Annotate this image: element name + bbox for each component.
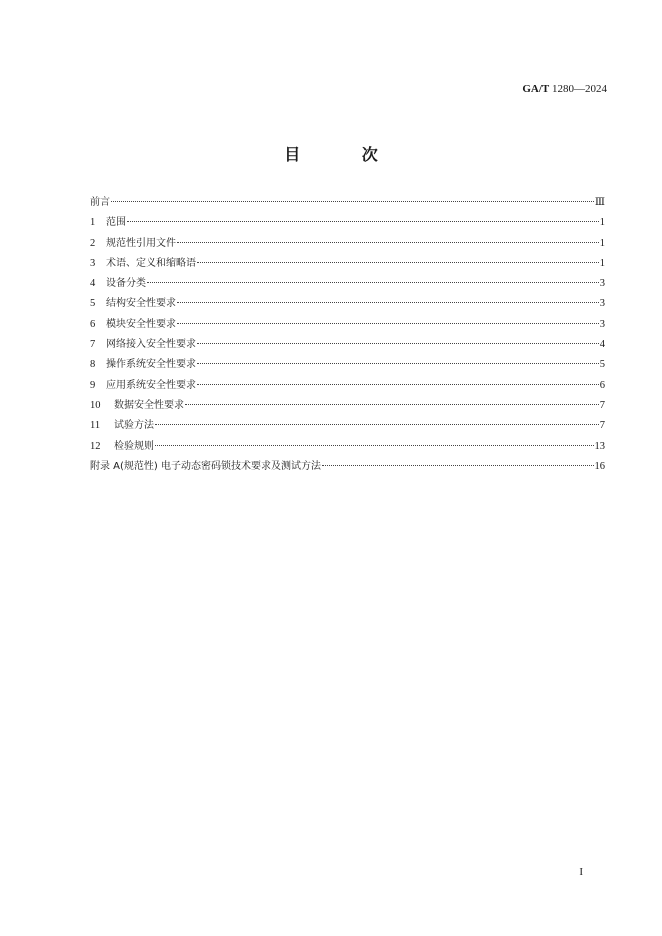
toc-entry-page: 7 xyxy=(599,399,605,411)
toc-entry-text: 术语、定义和缩略语 xyxy=(106,257,196,269)
toc-entry-page: 3 xyxy=(599,318,605,330)
toc-entry-2[interactable] xyxy=(90,234,605,254)
toc-entry-12[interactable] xyxy=(90,437,605,457)
toc-entry-text: 规范性引用文件 xyxy=(106,237,176,249)
toc-entry-number: 5 xyxy=(90,298,96,310)
toc-entry-page: 13 xyxy=(594,440,605,452)
toc-entry-foreword[interactable] xyxy=(90,193,605,213)
dot-leader xyxy=(147,282,599,283)
toc-entry-text: 数据安全性要求 xyxy=(114,399,184,411)
toc-entry-1[interactable] xyxy=(90,213,605,233)
toc-entry-text: 应用系统安全性要求 xyxy=(106,379,196,391)
toc-entry-number: 11 xyxy=(90,420,101,432)
toc-entry-5[interactable] xyxy=(90,294,605,314)
toc-entry-page: 1 xyxy=(599,217,605,229)
toc-entry-text: 附录 A(规范性) 电子动态密码锁技术要求及测试方法 xyxy=(90,460,322,472)
toc-entry-text: 模块安全性要求 xyxy=(106,318,176,330)
toc-entry-number: 9 xyxy=(90,379,96,391)
toc-entry-text: 设备分类 xyxy=(106,278,146,290)
dot-leader xyxy=(197,363,599,364)
page-number: I xyxy=(579,866,583,878)
standard-number: 1280—2024 xyxy=(552,83,607,95)
toc-entry-number: 3 xyxy=(90,257,96,269)
toc-entry-4[interactable] xyxy=(90,274,605,294)
toc-entry-number: 6 xyxy=(90,318,96,330)
dot-leader xyxy=(185,404,599,405)
toc-entry-10[interactable] xyxy=(90,396,605,416)
toc-entry-page: 6 xyxy=(599,379,605,391)
toc-entry-text: 操作系统安全性要求 xyxy=(106,359,196,371)
toc-entry-page: Ⅲ xyxy=(594,197,605,208)
dot-leader xyxy=(322,465,593,466)
dot-leader xyxy=(111,201,594,202)
toc-entry-number: 4 xyxy=(90,278,96,290)
dot-leader xyxy=(197,343,599,344)
toc-entry-number: 7 xyxy=(90,339,96,351)
dot-leader xyxy=(197,384,599,385)
toc-entry-7[interactable] xyxy=(90,335,605,355)
standard-code xyxy=(522,83,607,95)
toc-entry-page: 5 xyxy=(599,359,605,371)
toc-entry-text: 检验规则 xyxy=(114,440,154,452)
toc-entry-text: 范围 xyxy=(106,217,126,229)
toc-entry-11[interactable] xyxy=(90,416,605,436)
toc-entry-3[interactable] xyxy=(90,254,605,274)
toc-entry-number: 2 xyxy=(90,237,96,249)
toc-entry-page: 1 xyxy=(599,237,605,249)
toc-entry-8[interactable] xyxy=(90,355,605,375)
dot-leader xyxy=(127,221,599,222)
toc-entry-page: 3 xyxy=(599,278,605,290)
table-of-contents xyxy=(90,193,605,477)
toc-entry-number: 8 xyxy=(90,359,96,371)
toc-entry-text: 结构安全性要求 xyxy=(106,298,176,310)
toc-entry-page: 1 xyxy=(599,257,605,269)
toc-entry-page: 7 xyxy=(599,420,605,432)
toc-entry-page: 4 xyxy=(599,339,605,351)
dot-leader xyxy=(177,323,599,324)
dot-leader xyxy=(197,262,599,263)
toc-entry-text: 试验方法 xyxy=(114,420,154,432)
page-title: 目 次 xyxy=(284,145,406,164)
toc-entry-page: 16 xyxy=(594,460,605,472)
toc-entry-6[interactable] xyxy=(90,315,605,335)
dot-leader xyxy=(155,445,594,446)
dot-leader xyxy=(177,242,599,243)
toc-entry-text: 网络接入安全性要求 xyxy=(106,339,196,351)
toc-entry-9[interactable] xyxy=(90,376,605,396)
toc-entry-appendix-a[interactable] xyxy=(90,457,605,477)
toc-entry-number: 1 xyxy=(90,217,96,229)
toc-entry-number: 12 xyxy=(90,440,101,452)
toc-entry-text: 前言 xyxy=(90,197,110,208)
toc-entry-number: 10 xyxy=(90,399,101,411)
dot-leader xyxy=(177,302,599,303)
toc-entry-page: 3 xyxy=(599,298,605,310)
dot-leader xyxy=(155,424,599,425)
standard-prefix: GA/T xyxy=(522,83,550,95)
